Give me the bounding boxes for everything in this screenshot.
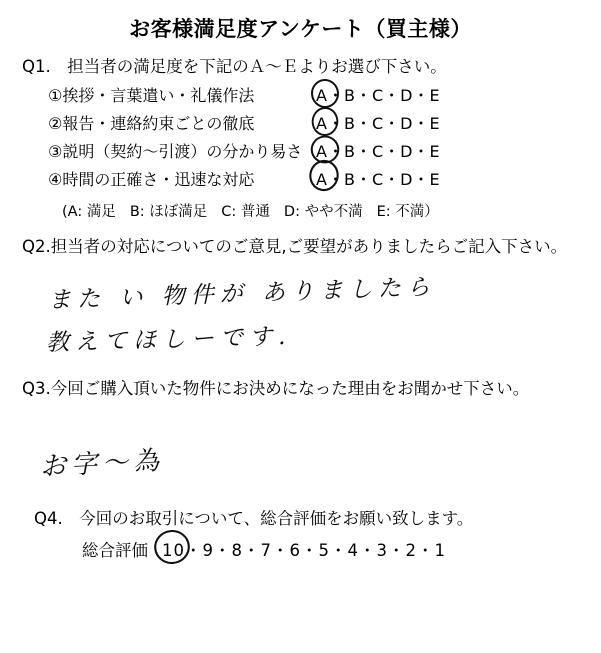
separator: ・ xyxy=(355,86,372,105)
score-8[interactable]: 8 xyxy=(231,541,243,560)
q4-total-label: 総合評価 xyxy=(82,541,148,560)
q1-item-row xyxy=(10,167,591,190)
separator: ・ xyxy=(301,541,319,560)
separator: ・ xyxy=(330,541,348,560)
option-d[interactable]: D xyxy=(400,170,413,189)
q3-handwriting-line-1: お字～為 xyxy=(39,445,165,483)
separator: ・ xyxy=(412,86,430,105)
option-c[interactable]: C xyxy=(371,86,384,105)
q1-item-1-label: ①挨拶・言葉遣い・礼儀作法 xyxy=(48,86,255,105)
option-d[interactable]: D xyxy=(400,114,413,133)
separator: ・ xyxy=(272,541,290,560)
legend-e: E: 不満） xyxy=(376,204,439,220)
q2-answer-area[interactable] xyxy=(10,263,591,375)
q4-scale xyxy=(162,537,446,561)
separator: ・ xyxy=(355,142,372,161)
option-d[interactable]: D xyxy=(400,142,413,161)
q1-prompt: Q1. 担当者の満足度を下記のＡ～Ｅよりお選び下さい。 xyxy=(22,57,447,76)
separator: ・ xyxy=(383,86,401,105)
separator: ・ xyxy=(412,114,430,133)
q1-item-2-label: ②報告・連絡約束ごとの徹底 xyxy=(48,114,255,133)
separator: ・ xyxy=(355,170,372,189)
separator: ・ xyxy=(359,541,377,560)
separator: ・ xyxy=(388,541,406,560)
q1-item-4-scale xyxy=(316,167,440,190)
separator: ・ xyxy=(417,541,435,560)
separator: ・ xyxy=(327,86,344,105)
q2-handwriting-line-1: また い 物件が ありましたら xyxy=(47,274,437,314)
score-9[interactable]: 9 xyxy=(202,541,214,560)
option-b[interactable]: B xyxy=(343,170,356,189)
option-d[interactable]: D xyxy=(400,86,413,105)
q1-item-row xyxy=(10,139,591,162)
option-a[interactable]: A xyxy=(316,142,328,161)
legend-a: (A: 満足 xyxy=(62,204,116,220)
q1-legend xyxy=(10,200,591,221)
survey-document xyxy=(0,13,601,653)
q1-item-2-scale xyxy=(316,111,440,134)
separator: ・ xyxy=(327,114,344,133)
q3-answer-area[interactable] xyxy=(10,405,591,505)
score-4[interactable]: 4 xyxy=(347,541,359,560)
score-5[interactable]: 5 xyxy=(318,541,330,560)
q2-prompt: Q2.担当者の対応についてのご意見,ご要望がありましたらご記入下さい。 xyxy=(22,237,568,256)
option-b[interactable]: B xyxy=(343,114,356,133)
score-10[interactable]: 10 xyxy=(162,541,185,560)
score-3[interactable]: 3 xyxy=(376,541,388,560)
separator: ・ xyxy=(243,541,261,560)
q1-item-row xyxy=(10,83,591,106)
option-a[interactable]: A xyxy=(316,170,328,189)
option-e[interactable]: E xyxy=(429,114,441,133)
q4-total-row xyxy=(10,537,591,561)
separator: ・ xyxy=(383,114,401,133)
q1-item-4-label: ④時間の正確さ・迅速な対応 xyxy=(48,170,255,189)
legend-b: B: ほぼ満足 xyxy=(129,204,208,220)
legend-d: D: やや不満 xyxy=(283,204,363,220)
option-b[interactable]: B xyxy=(343,86,356,105)
option-e[interactable]: E xyxy=(429,86,441,105)
q2-handwriting-line-2: 教えてほしーです. xyxy=(45,323,292,357)
q1-item-1-scale xyxy=(316,83,440,106)
option-e[interactable]: E xyxy=(429,170,441,189)
page-title: お客様満足度アンケート（買主様） xyxy=(129,17,472,41)
separator: ・ xyxy=(214,541,232,560)
score-1[interactable]: 1 xyxy=(434,541,446,560)
option-c[interactable]: C xyxy=(371,142,384,161)
score-6[interactable]: 6 xyxy=(289,541,301,560)
option-e[interactable]: E xyxy=(429,142,441,161)
separator: ・ xyxy=(412,170,430,189)
separator: ・ xyxy=(327,142,344,161)
circled-answer-mark-icon xyxy=(152,528,191,566)
score-2[interactable]: 2 xyxy=(405,541,417,560)
separator: ・ xyxy=(383,170,401,189)
q3-prompt: Q3.今回ご購入頂いた物件にお決めになった理由をお聞かせ下さい。 xyxy=(22,379,530,398)
separator: ・ xyxy=(185,541,203,560)
option-c[interactable]: C xyxy=(371,170,384,189)
q4-prompt: Q4. 今回のお取引について、総合評価をお願い致します。 xyxy=(34,509,474,528)
q1-item-row xyxy=(10,111,591,134)
separator: ・ xyxy=(412,142,430,161)
q1-item-3-label: ③説明（契約～引渡）の分かり易さ xyxy=(48,142,303,161)
option-b[interactable]: B xyxy=(343,142,356,161)
q1-item-3-scale xyxy=(316,139,440,162)
option-c[interactable]: C xyxy=(371,114,384,133)
separator: ・ xyxy=(327,170,344,189)
separator: ・ xyxy=(355,114,372,133)
separator: ・ xyxy=(383,142,401,161)
option-a[interactable]: A xyxy=(316,114,328,133)
option-a[interactable]: A xyxy=(316,86,328,105)
legend-c: C: 普通 xyxy=(221,204,270,220)
score-7[interactable]: 7 xyxy=(260,541,272,560)
